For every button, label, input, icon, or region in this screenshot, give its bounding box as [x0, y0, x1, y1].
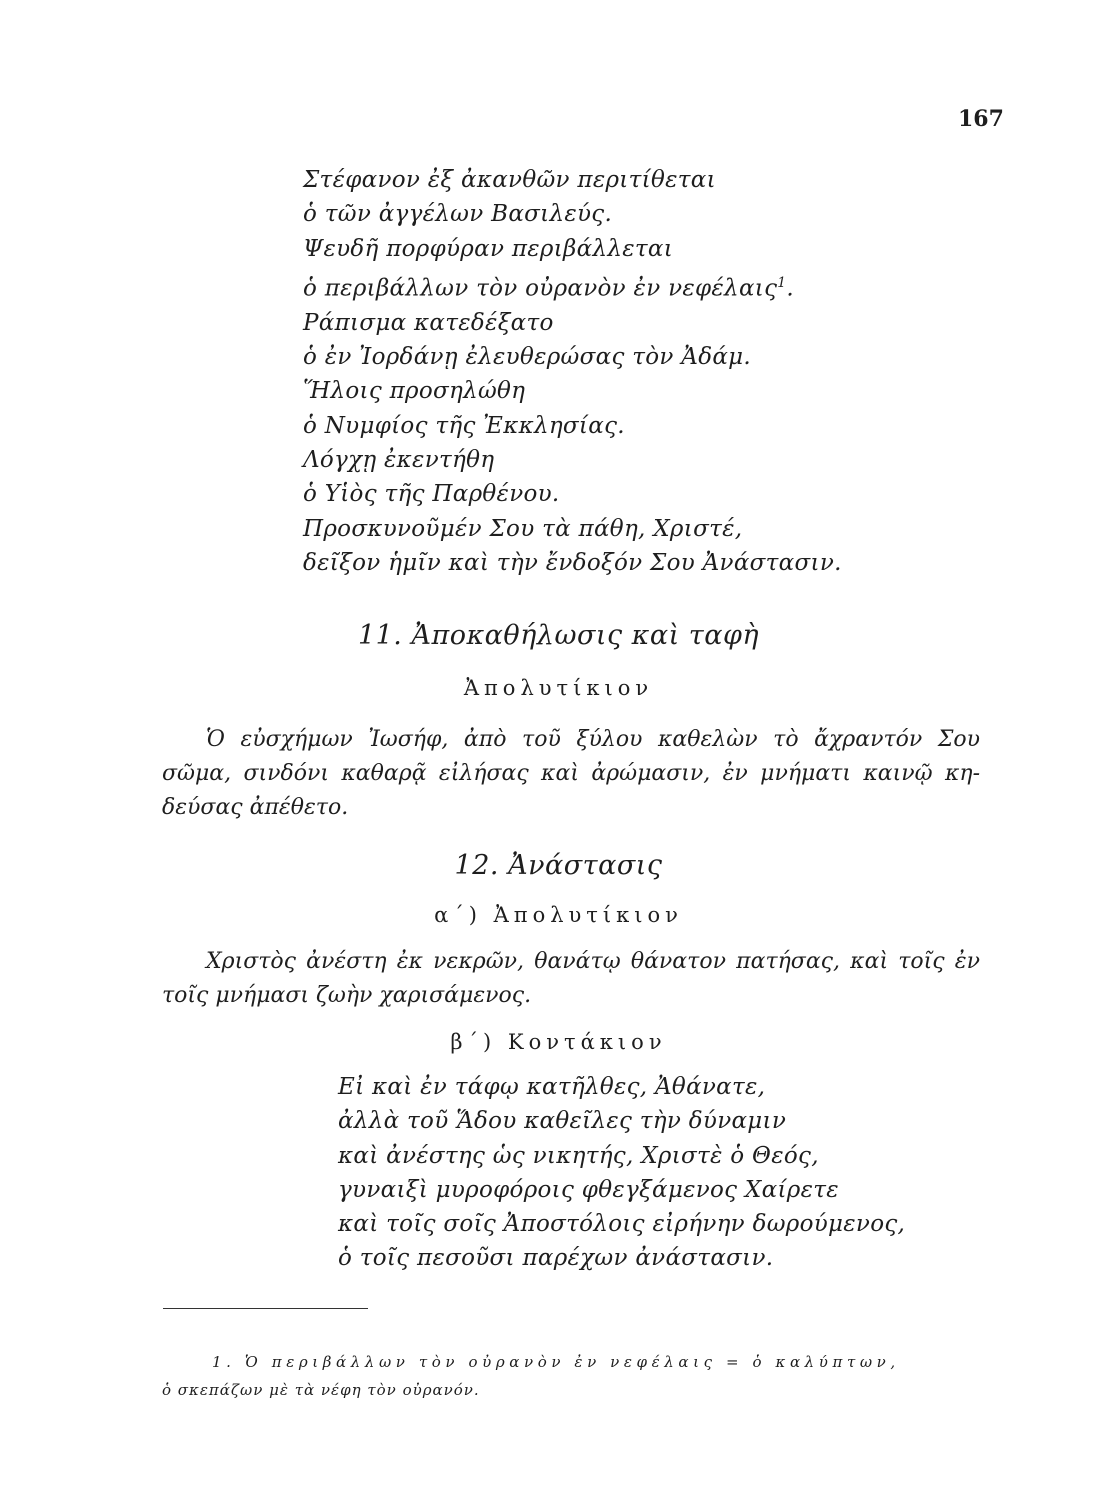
kontakion-line: ὁ τοῖς πεσοῦσι παρέχων ἀνάστασιν. [338, 1245, 774, 1272]
prose-line: σῶμα, σινδόνι καθαρᾷ εἰλήσας καὶ ἀρώμασιν, ἐν μνήματι καινῷ κη- [162, 761, 980, 786]
kontakion-line: καὶ ἀνέστης ὡς νικητής, Χριστὲ ὁ Θεός, [338, 1142, 819, 1169]
poem-line-text: ὁ περιβάλλων τὸν οὐρανὸν ἐν νεφέλαις [303, 275, 778, 302]
footnote [162, 1348, 992, 1404]
poem-line: ὁ Υἱὸς τῆς Παρθένου. [303, 481, 560, 508]
poem-line: ὁ τῶν ἀγγέλων Βασιλεύς. [303, 201, 613, 228]
kontakion-block [338, 1070, 905, 1276]
kontakion-line: Εἰ καὶ ἐν τάφῳ κατῆλθες, Ἀθάνατε, [338, 1074, 766, 1100]
poem-line: ὁ ἐν Ἰορδάνῃ ἐλευθερώσας τὸν Ἀδάμ. [303, 344, 752, 371]
poem-line: Λόγχῃ ἐκεντήθη [303, 447, 495, 474]
footnote-marker: 1 [777, 274, 787, 291]
footnote-line: ὁ σκεπάζων μὲ τὰ νέφη τὸν οὐρανόν. [162, 1381, 480, 1399]
poem-line: Ἥλοις προσηλώθη [303, 378, 526, 405]
poem-line: Προσκυνοῦμέν Σου τὰ πάθη, Χριστέ, [303, 515, 743, 542]
poem-block [303, 163, 842, 580]
poem-line: δεῖξον ἡμῖν καὶ τὴν ἔνδοξόν Σου Ἀνάστασιν. [303, 549, 842, 576]
poem-line: ὁ Νυμφίος τῆς Ἐκκλησίας. [303, 412, 625, 439]
page-number: 167 [958, 106, 1004, 132]
section-11-title: 11. Ἀποκαθήλωσις καὶ ταφὴ [357, 620, 760, 651]
prose-line: δεύσας ἀπέθετο. [162, 795, 349, 820]
footnote-divider [163, 1308, 368, 1309]
prose-line: τοῖς μνήμασι ζωὴν χαρισάμενος. [162, 983, 532, 1008]
section-12-title: 12. Ἀνάστασις [454, 850, 663, 881]
kontakion-line: ἀλλὰ τοῦ Ἅδου καθεῖλες τὴν δύναμιν [338, 1108, 787, 1135]
kontakion-line: καὶ τοῖς σοῖς Ἀποστόλοις εἰρήνην δωρούμενος, [338, 1211, 906, 1238]
section-12-apolytikion [162, 945, 980, 1013]
section-11-text [162, 723, 980, 825]
poem-line-with-footnote [303, 266, 842, 306]
section-12-sub-a: α΄) Ἀπολυτίκιον [434, 903, 683, 927]
section-12-sub-b: β΄) Κοντάκιον [450, 1030, 667, 1054]
footnote-line: 1. Ὁ περιβάλλων τὸν οὐρανὸν ἐν νεφέλαις = ὁ καλύπτων, [212, 1353, 900, 1371]
section-11-subheading: Ἀπολυτίκιον [463, 676, 654, 700]
kontakion-line: γυναιξὶ μυροφόροις φθεγξάμενος Χαίρετε [338, 1176, 839, 1203]
poem-line: Στέφανον ἐξ ἀκανθῶν περιτίθεται [303, 167, 716, 193]
poem-line: Ράπισμα κατεδέξατο [303, 309, 554, 336]
prose-line: Χριστὸς ἀνέστη ἐκ νεκρῶν, θανάτῳ θάνατον πατήσας, καὶ τοῖς ἐν [206, 949, 980, 974]
prose-line: Ὁ εὐσχήμων Ἰωσήφ, ἀπὸ τοῦ ξύλου καθελὼν τὸ ἄχραντόν Σου [206, 727, 980, 752]
poem-line-punct: . [786, 275, 794, 302]
poem-line: Ψευδῆ πορφύραν περιβάλλεται [303, 235, 674, 262]
